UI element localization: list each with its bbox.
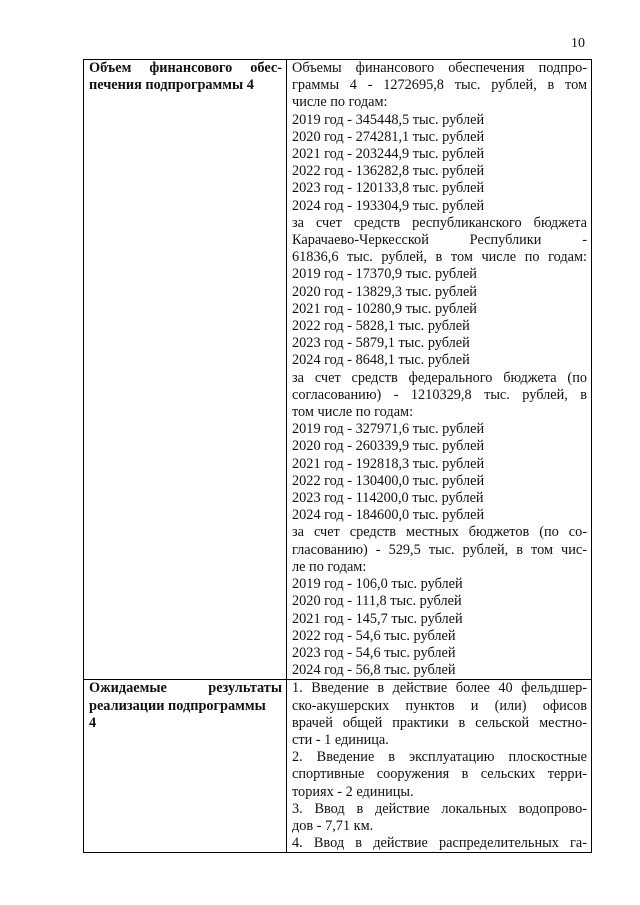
year-amount-line: 2020 год - 111,8 тыс. рублей xyxy=(292,593,462,610)
year-amount-line: 2019 год - 345448,5 тыс. рублей xyxy=(292,111,485,128)
label-line: Ожидаемые результаты xyxy=(89,680,282,697)
text-line: том числе по годам: xyxy=(292,404,414,421)
text-line: 2. Введение в эксплуатацию плоскостные xyxy=(292,749,587,766)
row-label-funding xyxy=(84,60,287,680)
text-line: Карачаево-Черкесской Республики - xyxy=(292,232,587,249)
year-amount-line: 2021 год - 145,7 тыс. рублей xyxy=(292,610,463,627)
year-amount-line: 2019 год - 17370,9 тыс. рублей xyxy=(292,266,477,283)
year-amount-line: 2022 год - 54,6 тыс. рублей xyxy=(292,627,456,644)
text-line: спортивные сооружения в сельских терри- xyxy=(292,766,587,783)
year-amount-line: 2024 год - 193304,9 тыс. рублей xyxy=(292,197,485,214)
year-amount-line: 2023 год - 5879,1 тыс. рублей xyxy=(292,335,470,352)
label-line: 4 xyxy=(89,714,97,731)
row-content-results xyxy=(287,680,592,853)
text-line: за счет средств республиканского бюджета xyxy=(292,214,587,231)
year-amount-line: 2024 год - 184600,0 тыс. рублей xyxy=(292,507,485,524)
text-line: за счет средств федерального бюджета (по xyxy=(292,369,587,386)
year-amount-line: 2020 год - 260339,9 тыс. рублей xyxy=(292,438,485,455)
table-row-funding xyxy=(84,60,592,680)
year-amount-line: 2022 год - 130400,0 тыс. рублей xyxy=(292,472,485,489)
year-amount-line: 2022 год - 136282,8 тыс. рублей xyxy=(292,163,485,180)
row-label-results xyxy=(84,680,287,853)
year-amount-line: 2024 год - 8648,1 тыс. рублей xyxy=(292,352,470,369)
text-line: дов - 7,71 км. xyxy=(292,817,374,834)
text-line: сти - 1 единица. xyxy=(292,731,389,748)
text-line: 4. Ввод в действие распределительных га- xyxy=(292,835,587,852)
text-line: 1. Введение в действие более 40 фельдшер- xyxy=(292,680,587,697)
year-amount-line: 2023 год - 54,6 тыс. рублей xyxy=(292,644,456,661)
year-amount-line: 2019 год - 327971,6 тыс. рублей xyxy=(292,421,485,438)
text-line: числе по годам: xyxy=(292,94,388,111)
label-line: печения подпрограммы 4 xyxy=(89,77,254,94)
subprogram-passport-table xyxy=(83,59,592,853)
text-line: ско-акушерских пунктов и (или) офисов xyxy=(292,697,587,714)
text-line: за счет средств местных бюджетов (по со- xyxy=(292,524,587,541)
year-amount-line: 2021 год - 192818,3 тыс. рублей xyxy=(292,455,485,472)
year-amount-line: 2019 год - 106,0 тыс. рублей xyxy=(292,576,463,593)
label-line: реализации подпрограммы xyxy=(89,697,266,714)
text-line: ле по годам: xyxy=(292,558,367,575)
table-row-results xyxy=(84,680,592,853)
label-line: Объем финансового обес- xyxy=(89,60,282,76)
year-amount-line: 2023 год - 120133,8 тыс. рублей xyxy=(292,180,485,197)
text-line: врачей общей практики в сельской местно- xyxy=(292,714,587,731)
row-content-funding xyxy=(287,60,592,680)
year-amount-line: 2020 год - 13829,3 тыс. рублей xyxy=(292,283,477,300)
text-line: гласованию) - 529,5 тыс. рублей, в том чис- xyxy=(292,541,587,558)
text-line: согласованию) - 1210329,8 тыс. рублей, в xyxy=(292,386,587,403)
text-line: 61836,6 тыс. рублей, в том числе по годам: xyxy=(292,249,587,266)
year-amount-line: 2023 год - 114200,0 тыс. рублей xyxy=(292,490,484,507)
year-amount-line: 2020 год - 274281,1 тыс. рублей xyxy=(292,128,485,145)
year-amount-line: 2024 год - 56,8 тыс. рублей xyxy=(292,662,456,679)
year-amount-line: 2021 год - 10280,9 тыс. рублей xyxy=(292,300,477,317)
year-amount-line: 2021 год - 203244,9 тыс. рублей xyxy=(292,146,485,163)
text-line: Объемы финансового обеспечения подпро- xyxy=(292,60,587,76)
text-line: ториях - 2 единицы. xyxy=(292,783,414,800)
text-line: граммы 4 - 1272695,8 тыс. рублей, в том xyxy=(292,77,587,94)
text-line: 3. Ввод в действие локальных водопрово- xyxy=(292,800,587,817)
year-amount-line: 2022 год - 5828,1 тыс. рублей xyxy=(292,318,470,335)
page-number: 10 xyxy=(571,36,585,51)
